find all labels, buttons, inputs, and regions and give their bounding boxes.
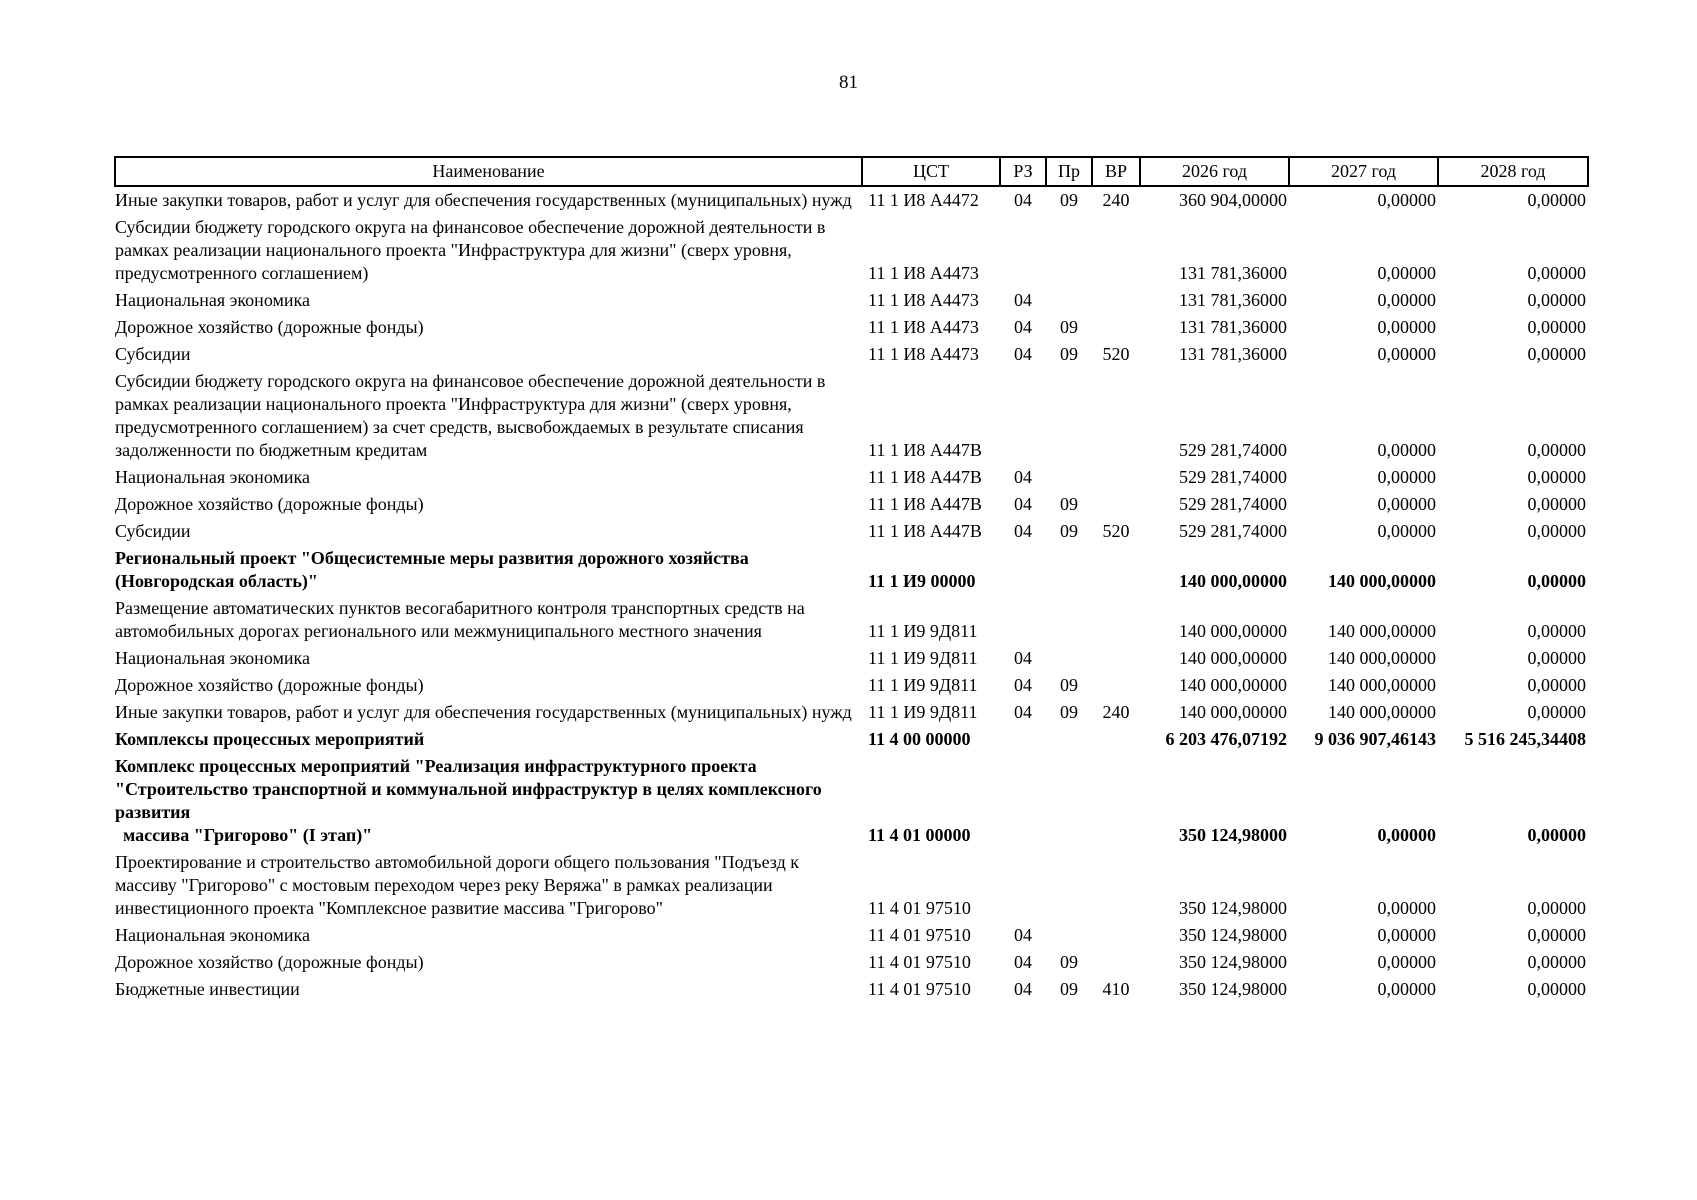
cell-2028: 0,00000 (1527, 648, 1586, 668)
table-row (115, 186, 1588, 214)
cell-2026: 350 124,98000 (1179, 979, 1287, 999)
cell-pr (1046, 214, 1092, 287)
cell-pr (1046, 595, 1092, 645)
cell-2027: 9 036 907,46143 (1314, 729, 1436, 749)
cell-2026: 350 124,98000 (1179, 825, 1287, 845)
cell-vr (1092, 491, 1140, 518)
cell-name (115, 518, 862, 545)
cell-name (115, 491, 862, 518)
cell-2026: 350 124,98000 (1179, 952, 1287, 972)
cell-name (115, 314, 862, 341)
cell-cst: 11 4 01 00000 (868, 825, 971, 845)
cell-rz: 04 (1014, 190, 1032, 210)
cell-rz (1000, 368, 1046, 464)
cell-2028: 0,00000 (1527, 467, 1586, 487)
cell-pr (1046, 753, 1092, 849)
cell-vr (1092, 922, 1140, 949)
cell-pr: 09 (1060, 979, 1078, 999)
cell-2028: 0,00000 (1527, 521, 1586, 541)
table-row (115, 491, 1588, 518)
cell-2026: 131 781,36000 (1179, 263, 1287, 283)
cell-2028: 0,00000 (1527, 571, 1586, 591)
cell-pr (1046, 368, 1092, 464)
cell-name-text: Иные закупки товаров, работ и услуг для обеспечения государственных (муниципальных) нужд (115, 702, 852, 722)
table-header (115, 157, 1588, 186)
table-row (115, 545, 1588, 595)
cell-name-text: Национальная экономика (115, 648, 310, 668)
cell-rz (1000, 726, 1046, 753)
cell-name-text: Субсидии бюджету городского округа на финансовое обеспечение дорожной деятельности в рамках реализации национального проекта "Инфраструктура для жизни" (сверх уровня, предусмотренного соглашением) за счет средств, высвобождаемых в результате списания задолженности по бюджетным кредитам (115, 371, 826, 460)
cell-name (115, 464, 862, 491)
cell-name (115, 699, 862, 726)
cell-cst: 11 4 01 97510 (868, 925, 971, 945)
cell-name-text: Национальная экономика (115, 467, 310, 487)
cell-pr: 09 (1060, 494, 1078, 514)
cell-vr: 240 (1102, 702, 1130, 722)
cell-cst: 11 1 И8 А447В (868, 521, 982, 541)
cell-vr (1092, 314, 1140, 341)
cell-name-text-continued: массива "Григорово" (I этап)" (123, 825, 373, 845)
cell-pr (1046, 922, 1092, 949)
cell-name-text: Субсидии бюджету городского округа на финансовое обеспечение дорожной деятельности в рамках реализации национального проекта "Инфраструктура для жизни" (сверх уровня, предусмотренного соглашением) (115, 217, 826, 283)
cell-name-text: Субсидии (115, 344, 191, 364)
cell-cst: 11 1 И8 А4473 (868, 344, 979, 364)
cell-2028: 0,00000 (1527, 494, 1586, 514)
cell-pr: 09 (1060, 317, 1078, 337)
table-row (115, 976, 1588, 1003)
cell-vr: 410 (1102, 979, 1130, 999)
cell-2026: 140 000,00000 (1179, 675, 1287, 695)
cell-cst: 11 1 И9 9Д811 (868, 702, 978, 722)
cell-2026: 6 203 476,07192 (1165, 729, 1287, 749)
cell-name (115, 672, 862, 699)
table-row (115, 287, 1588, 314)
cell-name (115, 186, 862, 214)
header-name: Наименование (115, 157, 862, 186)
cell-rz (1000, 849, 1046, 922)
header-2027: 2027 год (1289, 157, 1438, 186)
cell-2028: 0,00000 (1527, 825, 1586, 845)
header-2028: 2028 год (1438, 157, 1588, 186)
cell-pr (1046, 545, 1092, 595)
cell-name-text: Субсидии (115, 521, 191, 541)
cell-rz: 04 (1014, 648, 1032, 668)
cell-cst: 11 1 И8 А4473 (868, 263, 979, 283)
cell-pr (1046, 645, 1092, 672)
table-row (115, 645, 1588, 672)
cell-name (115, 726, 862, 753)
table-body (115, 186, 1588, 1003)
cell-name-text: Размещение автоматических пунктов весогабаритного контроля транспортных средств на автомобильных дорогах регионального или межмуниципального местного значения (115, 598, 805, 641)
cell-2026: 529 281,74000 (1179, 440, 1287, 460)
table-row (115, 726, 1588, 753)
cell-vr (1092, 214, 1140, 287)
cell-vr (1092, 753, 1140, 849)
cell-pr (1046, 287, 1092, 314)
cell-name-text: Дорожное хозяйство (дорожные фонды) (115, 494, 424, 514)
cell-vr (1092, 545, 1140, 595)
cell-2027: 0,00000 (1377, 979, 1436, 999)
cell-rz (1000, 753, 1046, 849)
table-row (115, 341, 1588, 368)
cell-rz (1000, 545, 1046, 595)
header-rz: РЗ (1000, 157, 1046, 186)
cell-2027: 0,00000 (1377, 190, 1436, 210)
cell-cst: 11 4 01 97510 (868, 979, 971, 999)
cell-2027: 0,00000 (1377, 467, 1436, 487)
cell-rz: 04 (1014, 925, 1032, 945)
cell-2027: 0,00000 (1377, 825, 1436, 845)
cell-2028: 0,00000 (1527, 190, 1586, 210)
cell-2027: 0,00000 (1377, 925, 1436, 945)
cell-vr: 520 (1102, 521, 1130, 541)
cell-rz: 04 (1014, 675, 1032, 695)
cell-name (115, 753, 862, 849)
cell-name-text: Иные закупки товаров, работ и услуг для обеспечения государственных (муниципальных) нужд (115, 190, 852, 210)
cell-name (115, 645, 862, 672)
cell-vr (1092, 672, 1140, 699)
cell-vr (1092, 949, 1140, 976)
cell-cst: 11 1 И8 А447В (868, 440, 982, 460)
cell-pr: 09 (1060, 702, 1078, 722)
cell-2028: 5 516 245,34408 (1464, 729, 1586, 749)
cell-2027: 0,00000 (1377, 263, 1436, 283)
cell-vr: 520 (1102, 344, 1130, 364)
cell-rz: 04 (1014, 494, 1032, 514)
cell-name (115, 949, 862, 976)
cell-2026: 140 000,00000 (1179, 648, 1287, 668)
cell-cst: 11 1 И8 А4473 (868, 317, 979, 337)
cell-pr: 09 (1060, 952, 1078, 972)
cell-cst: 11 1 И9 00000 (868, 571, 976, 591)
cell-vr (1092, 464, 1140, 491)
cell-2027: 0,00000 (1377, 317, 1436, 337)
cell-2026: 529 281,74000 (1179, 521, 1287, 541)
cell-2026: 131 781,36000 (1179, 344, 1287, 364)
budget-table (114, 156, 1589, 1003)
cell-pr: 09 (1060, 521, 1078, 541)
cell-name (115, 214, 862, 287)
cell-rz: 04 (1014, 344, 1032, 364)
cell-cst: 11 1 И9 9Д811 (868, 675, 978, 695)
cell-2028: 0,00000 (1527, 440, 1586, 460)
cell-2027: 0,00000 (1377, 952, 1436, 972)
cell-name-text: Региональный проект "Общесистемные меры развития дорожного хозяйства (Новгородская область)" (115, 548, 749, 591)
cell-2028: 0,00000 (1527, 979, 1586, 999)
cell-2027: 140 000,00000 (1328, 702, 1436, 722)
cell-cst: 11 1 И8 А447В (868, 494, 982, 514)
cell-name (115, 976, 862, 1003)
cell-name (115, 922, 862, 949)
header-vr: ВР (1092, 157, 1140, 186)
cell-name-text: Дорожное хозяйство (дорожные фонды) (115, 317, 424, 337)
cell-name-text: Комплекс процессных мероприятий "Реализация инфраструктурного проекта "Строительство транспортной и коммунальной инфраструктур в целях комплексного развития (115, 756, 822, 822)
cell-vr: 240 (1102, 190, 1130, 210)
table-row (115, 314, 1588, 341)
cell-2027: 0,00000 (1377, 521, 1436, 541)
cell-2026: 360 904,00000 (1179, 190, 1287, 210)
cell-2026: 529 281,74000 (1179, 494, 1287, 514)
cell-2028: 0,00000 (1527, 621, 1586, 641)
cell-rz: 04 (1014, 702, 1032, 722)
cell-2028: 0,00000 (1527, 675, 1586, 695)
table-row (115, 368, 1588, 464)
table-row (115, 753, 1588, 849)
table-row (115, 672, 1588, 699)
cell-rz: 04 (1014, 290, 1032, 310)
cell-name-text: Проектирование и строительство автомобильной дороги общего пользования "Подъезд к массиву "Григорово" с мостовым переходом через реку Веряжа" в рамках реализации инвестиционного проекта "Комплексное развитие массива "Григорово" (115, 852, 799, 918)
cell-cst: 11 1 И8 А4473 (868, 290, 979, 310)
cell-cst: 11 1 И8 А447В (868, 467, 982, 487)
table-row (115, 464, 1588, 491)
cell-2027: 0,00000 (1377, 440, 1436, 460)
cell-name-text: Дорожное хозяйство (дорожные фонды) (115, 952, 424, 972)
cell-vr (1092, 595, 1140, 645)
cell-2027: 140 000,00000 (1328, 571, 1436, 591)
cell-2026: 350 124,98000 (1179, 898, 1287, 918)
cell-rz: 04 (1014, 979, 1032, 999)
cell-2027: 140 000,00000 (1328, 675, 1436, 695)
cell-name (115, 849, 862, 922)
cell-2027: 0,00000 (1377, 290, 1436, 310)
header-2026: 2026 год (1140, 157, 1289, 186)
table-row (115, 922, 1588, 949)
cell-rz: 04 (1014, 521, 1032, 541)
cell-name (115, 595, 862, 645)
cell-2027: 0,00000 (1377, 898, 1436, 918)
cell-cst: 11 1 И9 9Д811 (868, 621, 978, 641)
cell-rz (1000, 214, 1046, 287)
cell-pr (1046, 849, 1092, 922)
cell-2026: 140 000,00000 (1179, 571, 1287, 591)
cell-cst: 11 4 01 97510 (868, 952, 971, 972)
table-row (115, 949, 1588, 976)
cell-vr (1092, 368, 1140, 464)
cell-2026: 350 124,98000 (1179, 925, 1287, 945)
cell-rz (1000, 595, 1046, 645)
cell-cst: 11 1 И9 9Д811 (868, 648, 978, 668)
cell-2028: 0,00000 (1527, 925, 1586, 945)
cell-2026: 140 000,00000 (1179, 621, 1287, 641)
cell-name (115, 545, 862, 595)
table-row (115, 595, 1588, 645)
cell-cst: 11 1 И8 А4472 (868, 190, 979, 210)
cell-vr (1092, 287, 1140, 314)
cell-rz: 04 (1014, 317, 1032, 337)
table-row (115, 518, 1588, 545)
cell-name (115, 341, 862, 368)
cell-2026: 140 000,00000 (1179, 702, 1287, 722)
header-cst: ЦСТ (862, 157, 1000, 186)
cell-2028: 0,00000 (1527, 898, 1586, 918)
cell-vr (1092, 849, 1140, 922)
cell-vr (1092, 726, 1140, 753)
header-pr: Пр (1046, 157, 1092, 186)
cell-2027: 140 000,00000 (1328, 648, 1436, 668)
cell-2028: 0,00000 (1527, 317, 1586, 337)
cell-2027: 140 000,00000 (1328, 621, 1436, 641)
cell-vr (1092, 645, 1140, 672)
cell-2026: 529 281,74000 (1179, 467, 1287, 487)
cell-rz: 04 (1014, 952, 1032, 972)
cell-name-text: Дорожное хозяйство (дорожные фонды) (115, 675, 424, 695)
table-row (115, 214, 1588, 287)
cell-2028: 0,00000 (1527, 344, 1586, 364)
cell-2028: 0,00000 (1527, 290, 1586, 310)
cell-name-text: Национальная экономика (115, 290, 310, 310)
cell-name (115, 287, 862, 314)
cell-pr: 09 (1060, 675, 1078, 695)
cell-name-text: Национальная экономика (115, 925, 310, 945)
cell-2026: 131 781,36000 (1179, 290, 1287, 310)
cell-2028: 0,00000 (1527, 952, 1586, 972)
cell-2028: 0,00000 (1527, 702, 1586, 722)
cell-2027: 0,00000 (1377, 344, 1436, 364)
cell-name-text: Бюджетные инвестиции (115, 979, 300, 999)
cell-cst: 11 4 01 97510 (868, 898, 971, 918)
table-row (115, 699, 1588, 726)
cell-2028: 0,00000 (1527, 263, 1586, 283)
cell-pr: 09 (1060, 344, 1078, 364)
table-row (115, 849, 1588, 922)
page-number: 81 (839, 72, 858, 93)
cell-pr (1046, 464, 1092, 491)
cell-2026: 131 781,36000 (1179, 317, 1287, 337)
cell-pr (1046, 726, 1092, 753)
cell-2027: 0,00000 (1377, 494, 1436, 514)
cell-name (115, 368, 862, 464)
cell-name-text: Комплексы процессных мероприятий (115, 729, 425, 749)
cell-cst: 11 4 00 00000 (868, 729, 971, 749)
cell-pr: 09 (1060, 190, 1078, 210)
cell-rz: 04 (1014, 467, 1032, 487)
